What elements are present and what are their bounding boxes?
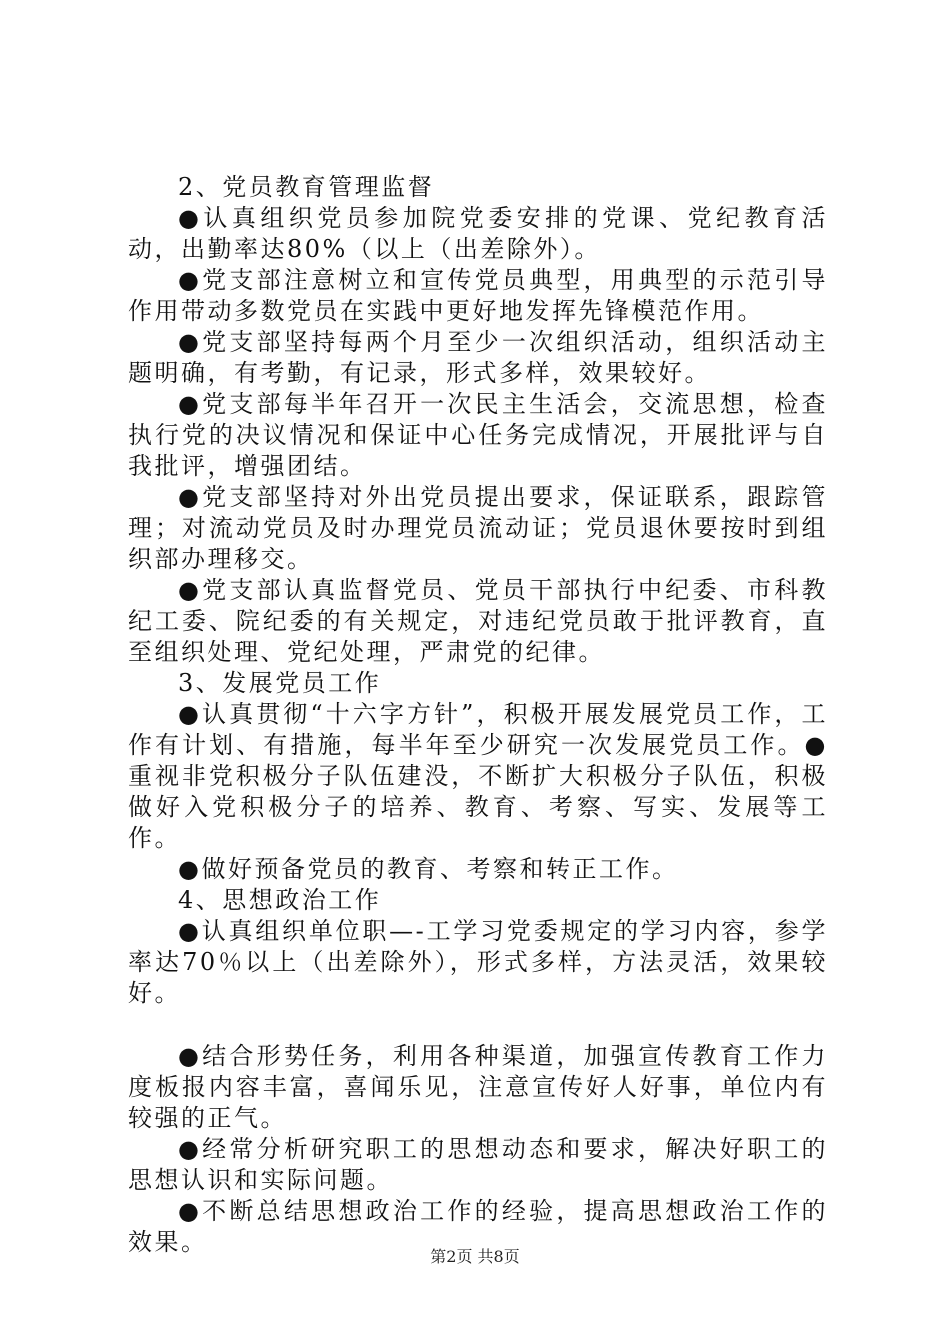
paragraph-publicity-education: ●结合形势任务，利用各种渠道，加强宣传教育工作力度板报内容丰富，喜闻乐见，注意宣传好人好事，单位内有较强的正气。 bbox=[128, 1042, 828, 1132]
paragraph-bimonthly-activities: ●党支部坚持每两个月至少一次组织活动，组织活动主题明确，有考勤，有记录，形式多样，效果较好。 bbox=[128, 328, 828, 387]
paragraph-model-members: ●党支部注意树立和宣传党员典型，用典型的示范引导作用带动多数党员在实践中更好地发挥先锋模范作用。 bbox=[128, 266, 828, 325]
paragraph-party-lessons: ●认真组织党员参加院党委安排的党课、党纪教育活动，出勤率达80%（以上（出差除外）。 bbox=[128, 204, 828, 263]
paragraph-study-attendance: ●认真组织单位职—-工学习党委规定的学习内容，参学率达70％以上（出差除外），形式多样，方法灵活，效果较好。 bbox=[128, 917, 828, 1007]
paragraph-summarize-experience: ●不断总结思想政治工作的经验，提高思想政治工作的效果。 bbox=[128, 1197, 828, 1256]
page-number-footer: 第2页 共8页 bbox=[430, 1247, 520, 1266]
paragraph-democratic-life-meeting: ●党支部每半年召开一次民主生活会，交流思想，检查执行党的决议情况和保证中心任务完成情况，开展批评与自我批评，增强团结。 bbox=[128, 390, 828, 480]
section-heading-member-development: 3、发展党员工作 bbox=[178, 669, 382, 697]
paragraph-spacer bbox=[128, 1009, 828, 1041]
paragraph-sixteen-character-policy: ●认真贯彻“十六字方针”，积极开展发展党员工作，工作有计划、有措施，每半年至少研究一次发展党员工作。●重视非党积极分子队伍建没，不断扩大积极分子队伍，积极做好入党积极分子的培养、教育、考察、写实、发展等工作。 bbox=[128, 700, 828, 852]
paragraph-discipline-supervision: ●党支部认真监督党员、党员干部执行中纪委、市科教纪工委、院纪委的有关规定，对违纪党员敢于批评教育，直至组织处理、党纪处理，严肃党的纪律。 bbox=[128, 576, 828, 666]
paragraph-staff-thinking: ●经常分析研究职工的思想动态和要求，解决好职工的思想认识和实际问题。 bbox=[128, 1135, 828, 1194]
section-heading-ideological-work: 4、思想政治工作 bbox=[178, 886, 382, 914]
paragraph-probationary-members: ●做好预备党员的教育、考察和转正工作。 bbox=[178, 855, 679, 883]
section-heading-party-member-education: 2、党员教育管理监督 bbox=[178, 173, 435, 201]
paragraph-mobile-members: ●党支部坚持对外出党员提出要求，保证联系，跟踪管理；对流动党员及时办理党员流动证；党员退休要按时到组织部办理移交。 bbox=[128, 483, 828, 573]
document-body bbox=[128, 172, 828, 1258]
